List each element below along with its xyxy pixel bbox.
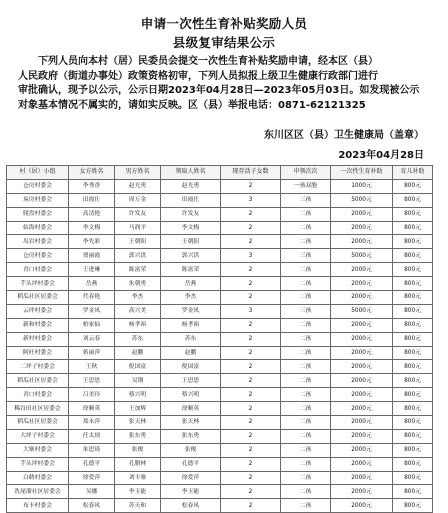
cell-village: 岛岩村委会 [7, 235, 69, 249]
cell-female-name: 吴娜 [69, 485, 115, 499]
table-row [7, 277, 433, 291]
table-row [7, 499, 433, 513]
cell-birth-subsidy: 2000元 [331, 318, 393, 332]
cell-birth-subsidy: 2000元 [331, 263, 393, 277]
cell-claim-order: 二孩 [281, 346, 331, 360]
cell-birth-subsidy: 2000元 [331, 499, 393, 513]
cell-village: 姑海村委会 [7, 221, 69, 235]
header-female-name: 女方姓名 [69, 166, 115, 180]
cell-recipient-name: 徐爱萍 [161, 471, 221, 485]
cell-female-name: 蒋丽萍 [69, 346, 115, 360]
cell-village: 仓房村委会 [7, 249, 69, 263]
table-row [7, 221, 433, 235]
cell-children-count: 2 [221, 221, 281, 235]
cell-claim-order: 二孩 [281, 221, 331, 235]
cell-female-name: 李文梅 [69, 221, 115, 235]
cell-village: 新村村委会 [7, 332, 69, 346]
cell-childcare-subsidy: 800元 [393, 374, 433, 388]
cell-childcare-subsidy: 800元 [393, 304, 433, 318]
cell-childcare-subsidy: 800元 [393, 443, 433, 457]
cell-children-count: 2 [221, 402, 281, 416]
cell-children-count: 2 [221, 485, 281, 499]
cell-birth-subsidy: 2000元 [331, 221, 393, 235]
cell-childcare-subsidy: 800元 [393, 416, 433, 430]
cell-childcare-subsidy: 800元 [393, 207, 433, 221]
cell-female-name: 任太琼 [69, 429, 115, 443]
cell-children-count: 2 [221, 332, 281, 346]
cell-children-count: 2 [221, 499, 281, 513]
cell-recipient-name: 郭兴洪 [161, 249, 221, 263]
cell-recipient-name: 倪国富 [161, 360, 221, 374]
table-row [7, 263, 433, 277]
cell-children-count: 2 [221, 360, 281, 374]
cell-male-name: 周万金 [115, 193, 161, 207]
cell-recipient-name: 陈富荣 [161, 263, 221, 277]
cell-male-name: 倪国富 [115, 360, 161, 374]
cell-children-count: 2 [221, 263, 281, 277]
cell-childcare-subsidy: 800元 [393, 457, 433, 471]
table-row [7, 291, 433, 305]
cell-children-count: 3 [221, 249, 281, 263]
cell-claim-order: 二孩 [281, 318, 331, 332]
cell-village: 阿旺村委会 [7, 346, 69, 360]
cell-village: 芋头坪村委会 [7, 457, 69, 471]
cell-claim-order: 二孩 [281, 374, 331, 388]
cell-childcare-subsidy: 800元 [393, 235, 433, 249]
cell-childcare-subsidy: 800元 [393, 346, 433, 360]
cell-childcare-subsidy: 800元 [393, 263, 433, 277]
cell-children-count: 3 [221, 193, 281, 207]
table-row [7, 443, 433, 457]
table-row [7, 402, 433, 416]
cell-male-name: 郭兴洪 [115, 249, 161, 263]
cell-claim-order: 三孩 [281, 304, 331, 318]
table-row [7, 346, 433, 360]
cell-birth-subsidy: 5000元 [331, 249, 393, 263]
notice-subtitle: 县级复审结果公示 [172, 35, 276, 50]
cell-childcare-subsidy: 800元 [393, 388, 433, 402]
cell-birth-subsidy: 5000元 [331, 193, 393, 207]
cell-female-name: 代春艳 [69, 291, 115, 305]
cell-claim-order: 二孩 [281, 360, 331, 374]
cell-female-name: 王思思 [69, 374, 115, 388]
cell-birth-subsidy: 2000元 [331, 360, 393, 374]
cell-male-name: 马润平 [115, 221, 161, 235]
notice-body-line: 审批确认，现予以公示，公示日期2023年04月28日—2023年05月03日。如发现被公示 [18, 85, 420, 97]
cell-claim-order: 二孩 [281, 499, 331, 513]
cell-male-name: 杨孝裕 [115, 318, 161, 332]
cell-village: 稻瓜社区居委会 [7, 416, 69, 430]
cell-female-name: 高清艳 [69, 207, 115, 221]
cell-recipient-name: 岳燕 [161, 277, 221, 291]
cell-birth-subsidy: 2000元 [331, 471, 393, 485]
cell-childcare-subsidy: 800元 [393, 499, 433, 513]
cell-village: 稀谷田社区居委会 [7, 402, 69, 416]
cell-male-name: 吴钢 [115, 374, 161, 388]
cell-female-name: 孔德平 [69, 457, 115, 471]
cell-recipient-name: 张天林 [161, 416, 221, 430]
table-row [7, 249, 433, 263]
cell-female-name: 松春凤 [69, 499, 115, 513]
cell-recipient-name: 蔡兴明 [161, 388, 221, 402]
cell-children-count: 2 [221, 374, 281, 388]
cell-recipient-name: 王朝阳 [161, 235, 221, 249]
cell-recipient-name: 李玉能 [161, 485, 221, 499]
cell-male-name: 王朝阳 [115, 235, 161, 249]
cell-recipient-name: 赵鹏 [161, 346, 221, 360]
cell-female-name: 郑永萍 [69, 416, 115, 430]
cell-claim-order: 二孩 [281, 471, 331, 485]
cell-claim-order: 二孩 [281, 416, 331, 430]
cell-female-name: 刘云春 [69, 332, 115, 346]
cell-village: 稻瓜社区居委会 [7, 291, 69, 305]
table-row [7, 457, 433, 471]
cell-village: 大寨村委会 [7, 443, 69, 457]
cell-birth-subsidy: 2000元 [331, 457, 393, 471]
cell-children-count: 2 [221, 443, 281, 457]
cell-recipient-name: 苏东 [161, 332, 221, 346]
cell-children-count: 2 [221, 416, 281, 430]
table-row [7, 471, 433, 485]
notice-body-line: 对象基本情况不属实的，请如实反映。区（县）举报电话：0871-62121325 [18, 99, 366, 111]
cell-male-name: 张天林 [115, 416, 161, 430]
cell-recipient-name: 许发友 [161, 207, 221, 221]
cell-claim-order: 二孩 [281, 457, 331, 471]
cell-village: 洗尾溜社区居委会 [7, 485, 69, 499]
cell-village: 大坪子村委会 [7, 429, 69, 443]
table-row [7, 360, 433, 374]
cell-children-count: 2 [221, 277, 281, 291]
table-row [7, 374, 433, 388]
cell-birth-subsidy: 2000元 [331, 291, 393, 305]
cell-village: 二坪子村委会 [7, 360, 69, 374]
cell-childcare-subsidy: 800元 [393, 360, 433, 374]
cell-male-name: 许发友 [115, 207, 161, 221]
cell-claim-order: 三孩 [281, 193, 331, 207]
notice-title: 申请一次性生育补贴奖励人员 [140, 16, 308, 31]
header-claim-order: 申领次次 [281, 166, 331, 180]
cell-childcare-subsidy: 800元 [393, 485, 433, 499]
cell-children-count: 2 [221, 471, 281, 485]
cell-male-name: 王加辉 [115, 402, 161, 416]
table-row [7, 179, 433, 193]
table-body [7, 179, 433, 512]
cell-recipient-name: 李杰 [161, 291, 221, 305]
cell-birth-subsidy: 2000元 [331, 388, 393, 402]
cell-recipient-name: 徐顺英 [161, 402, 221, 416]
cell-children-count: 2 [221, 179, 281, 193]
cell-claim-order: 二孩 [281, 263, 331, 277]
cell-birth-subsidy: 2000元 [331, 374, 393, 388]
cell-childcare-subsidy: 800元 [393, 429, 433, 443]
cell-female-name: 岳燕 [69, 277, 115, 291]
cell-village: 稻瓜社区居委会 [7, 374, 69, 388]
cell-recipient-name: 王思思 [161, 374, 221, 388]
cell-female-name: 田霞仕 [69, 193, 115, 207]
cell-village: 白鹤村委会 [7, 471, 69, 485]
cell-birth-subsidy: 2000元 [331, 416, 393, 430]
table-row [7, 485, 433, 499]
cell-childcare-subsidy: 800元 [393, 221, 433, 235]
cell-children-count: 2 [221, 429, 281, 443]
cell-male-name: 朱朝勇 [115, 277, 161, 291]
notice-body-line: 下列人员向本村（居）民委员会提交一次性生育补贴奖励申请，经本区（县） [38, 56, 378, 67]
header-recipient-name: 领取人姓名 [161, 166, 221, 180]
cell-childcare-subsidy: 800元 [393, 249, 433, 263]
cell-claim-order: 二孩 [281, 291, 331, 305]
table-row [7, 429, 433, 443]
cell-claim-order: 一孩双胞 [281, 179, 331, 193]
cell-village: 爬盘村委会 [7, 207, 69, 221]
cell-male-name: 蔡兴明 [115, 388, 161, 402]
cell-male-name: 苏天和 [115, 499, 161, 513]
cell-male-name: 李杰 [115, 291, 161, 305]
table-row [7, 318, 433, 332]
cell-children-count: 2 [221, 291, 281, 305]
cell-recipient-name: 张东勇 [161, 429, 221, 443]
cell-birth-subsidy: 2000元 [331, 429, 393, 443]
cell-female-name: 罗金凤 [69, 304, 115, 318]
cell-claim-order: 二孩 [281, 332, 331, 346]
cell-claim-order: 二孩 [281, 443, 331, 457]
cell-birth-subsidy: 2000元 [331, 277, 393, 291]
table-row [7, 332, 433, 346]
notice-body-line: 人民政府（街道办事处）政策资格初审，下列人员拟报上级卫生健康行政部门进行 [18, 70, 378, 82]
cell-village: 青口村委会 [7, 388, 69, 402]
cell-female-name: 柏家仙 [69, 318, 115, 332]
header-male-name: 男方姓名 [115, 166, 161, 180]
cell-birth-subsidy: 2000元 [331, 443, 393, 457]
cell-female-name: 朱思琦 [69, 443, 115, 457]
cell-male-name: 刘丰寨 [115, 471, 161, 485]
cell-village: 炭房村委会 [7, 193, 69, 207]
cell-claim-order: 三孩 [281, 249, 331, 263]
cell-village: 布卡村委会 [7, 499, 69, 513]
table-row [7, 416, 433, 430]
cell-claim-order: 二孩 [281, 402, 331, 416]
cell-childcare-subsidy: 800元 [393, 318, 433, 332]
cell-male-name: 孔腊林 [115, 457, 161, 471]
cell-children-count: 2 [221, 235, 281, 249]
cell-childcare-subsidy: 800元 [393, 471, 433, 485]
header-childcare-subsidy: 育儿补助 [393, 166, 433, 180]
cell-female-name: 王进琳 [69, 263, 115, 277]
cell-childcare-subsidy: 800元 [393, 179, 433, 193]
cell-birth-subsidy: 2000元 [331, 332, 393, 346]
cell-female-name: 徐爱萍 [69, 471, 115, 485]
cell-male-name: 苏东 [115, 332, 161, 346]
header-birth-subsidy: 一次性生育补助 [331, 166, 393, 180]
cell-children-count: 2 [221, 346, 281, 360]
header-children-count: 现存活子女数 [221, 166, 281, 180]
table-row [7, 235, 433, 249]
cell-children-count: 2 [221, 318, 281, 332]
cell-children-count: 3 [221, 304, 281, 318]
recipient-table [6, 165, 433, 513]
cell-village: 新和村委会 [7, 318, 69, 332]
cell-childcare-subsidy: 800元 [393, 193, 433, 207]
table-row [7, 304, 433, 318]
cell-birth-subsidy: 2000元 [331, 402, 393, 416]
cell-male-name: 张俊 [115, 443, 161, 457]
signature-date: 2023年04月28日 [338, 150, 424, 161]
cell-birth-subsidy: 2000元 [331, 235, 393, 249]
cell-male-name: 李玉能 [115, 485, 161, 499]
cell-recipient-name: 李文梅 [161, 221, 221, 235]
cell-male-name: 张东勇 [115, 429, 161, 443]
cell-claim-order: 二孩 [281, 277, 331, 291]
cell-female-name: 王秋 [69, 360, 115, 374]
cell-childcare-subsidy: 800元 [393, 291, 433, 305]
cell-recipient-name: 罗金凤 [161, 304, 221, 318]
cell-recipient-name: 孔德平 [161, 457, 221, 471]
cell-children-count: 2 [221, 457, 281, 471]
cell-children-count: 2 [221, 388, 281, 402]
cell-male-name: 陈富荣 [115, 263, 161, 277]
cell-birth-subsidy: 1000元 [331, 179, 393, 193]
cell-birth-subsidy: 2000元 [331, 485, 393, 499]
cell-claim-order: 二孩 [281, 207, 331, 221]
cell-childcare-subsidy: 800元 [393, 402, 433, 416]
cell-birth-subsidy: 5000元 [331, 304, 393, 318]
cell-male-name: 赵鹏 [115, 346, 161, 360]
cell-male-name: 高兴美 [115, 304, 161, 318]
cell-recipient-name: 田霞仕 [161, 193, 221, 207]
cell-claim-order: 二孩 [281, 485, 331, 499]
cell-female-name: 贾丽霞 [69, 249, 115, 263]
cell-childcare-subsidy: 800元 [393, 277, 433, 291]
cell-claim-order: 二孩 [281, 429, 331, 443]
cell-children-count: 2 [221, 207, 281, 221]
cell-village: 云坪村委会 [7, 304, 69, 318]
cell-recipient-name: 赵光勇 [161, 179, 221, 193]
cell-female-name: 吕美玲 [69, 388, 115, 402]
cell-recipient-name: 杨孝裕 [161, 318, 221, 332]
cell-birth-subsidy: 2000元 [331, 207, 393, 221]
cell-female-name: 李先彩 [69, 235, 115, 249]
table-row [7, 207, 433, 221]
table-row [7, 193, 433, 207]
cell-claim-order: 二孩 [281, 388, 331, 402]
table-row [7, 388, 433, 402]
cell-female-name: 徐顺英 [69, 402, 115, 416]
signature-organization: 东川区区（县）卫生健康局（盖章） [264, 130, 424, 141]
cell-recipient-name: 松春凤 [161, 499, 221, 513]
cell-female-name: 李秀香 [69, 179, 115, 193]
cell-birth-subsidy: 2000元 [331, 346, 393, 360]
cell-village: 仓房村委会 [7, 179, 69, 193]
header-village: 村（居）小组 [7, 166, 69, 180]
cell-recipient-name: 张俊 [161, 443, 221, 457]
table-header-row [7, 166, 433, 180]
cell-childcare-subsidy: 800元 [393, 332, 433, 346]
cell-village: 青口村委会 [7, 263, 69, 277]
cell-male-name: 赵光勇 [115, 179, 161, 193]
cell-claim-order: 二孩 [281, 235, 331, 249]
notice-body [18, 55, 438, 113]
cell-village: 芋头坪村委会 [7, 277, 69, 291]
